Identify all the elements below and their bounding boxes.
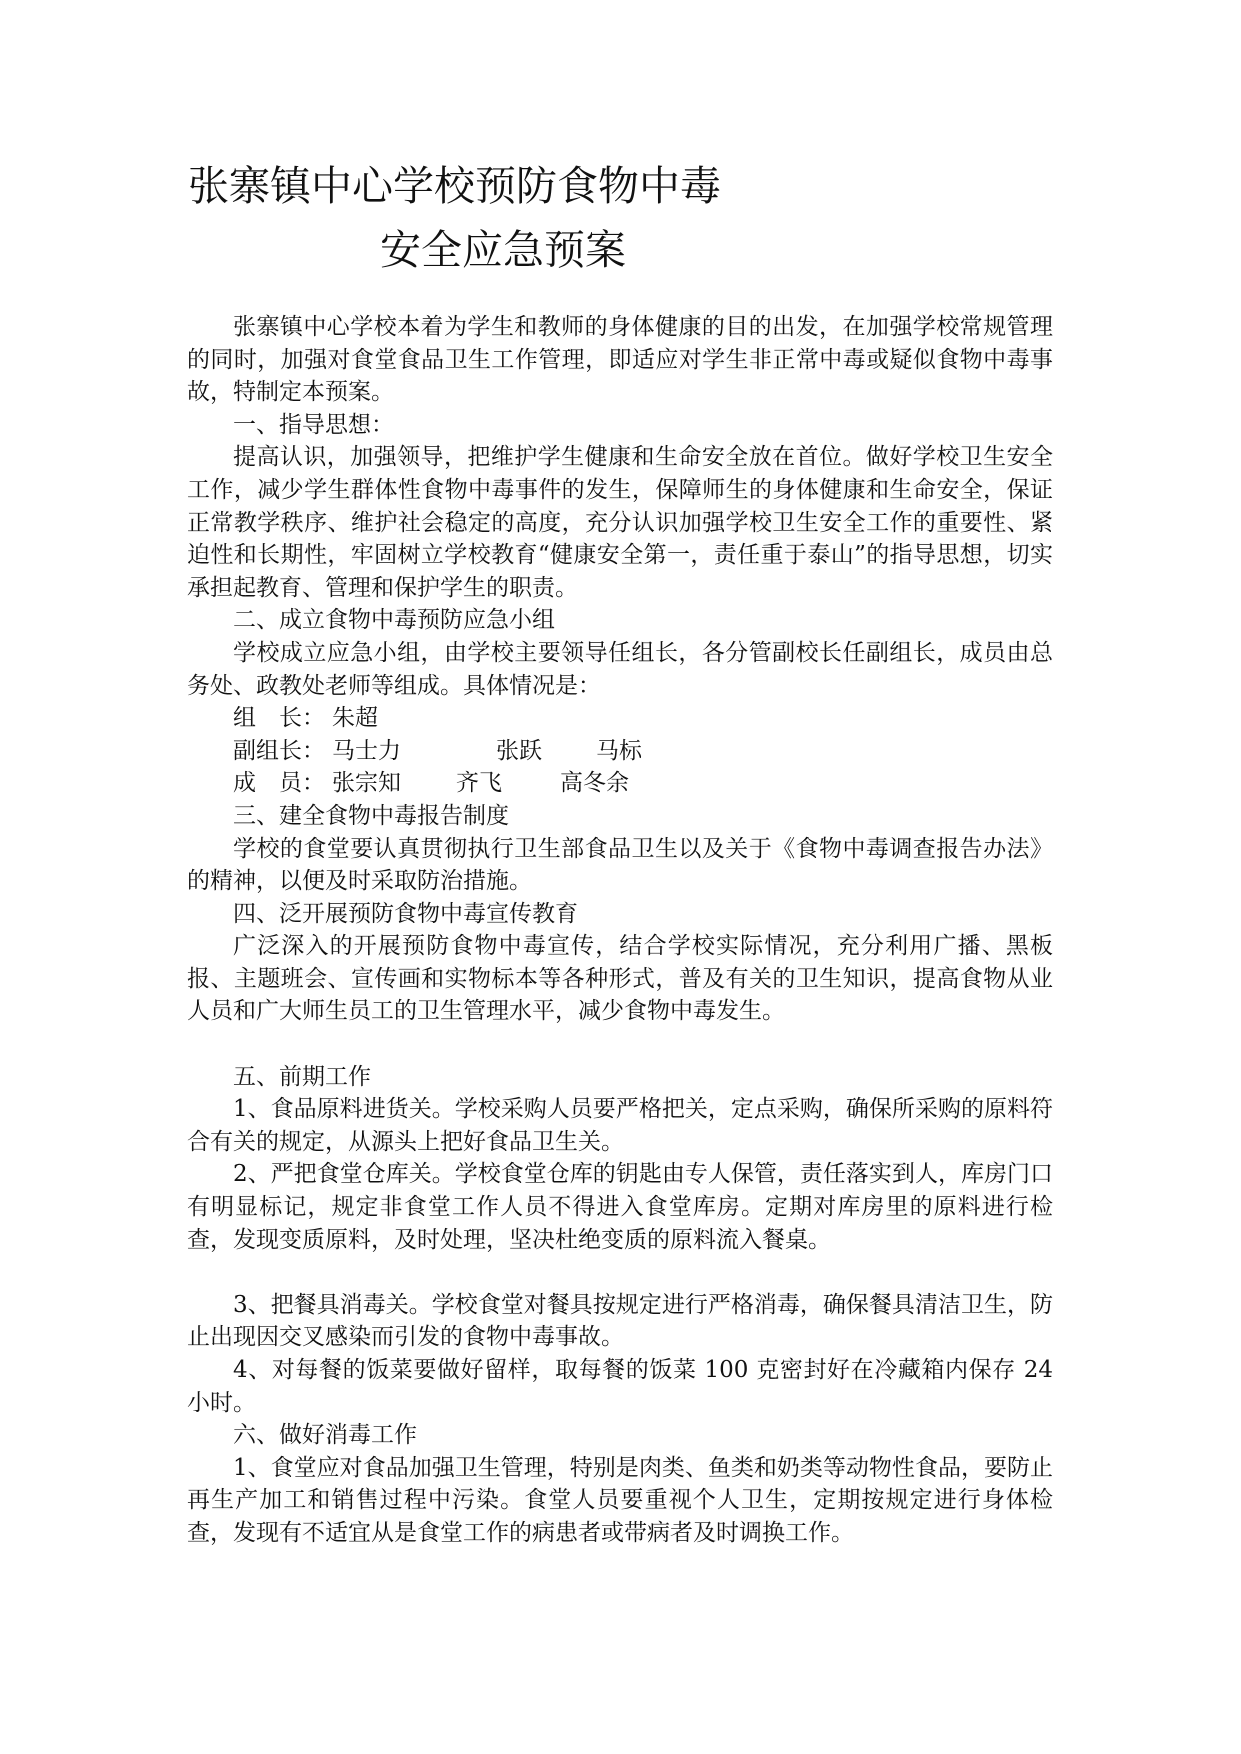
member-name: 张宗知 (332, 770, 401, 797)
leader-name: 朱超 (332, 705, 378, 732)
section-6-item-1: 1、食堂应对食品加强卫生管理，特别是肉类、鱼类和奶类等动物性食品，要防止再生产加工和销售过程中污染。食堂人员要重视个人卫生，定期按规定进行身体检查，发现有不适宜从是食堂工作的病患者或带病者及时调换工作。 (187, 1454, 1053, 1546)
section-heading-3: 三、建全食物中毒报告制度 (233, 802, 509, 829)
member-role: 成 员： (233, 770, 325, 797)
section-heading-5: 五、前期工作 (233, 1063, 371, 1090)
deputy-role: 副组长： (233, 737, 325, 764)
deputy-row (187, 735, 1053, 768)
deputy-name: 张跃 (496, 737, 542, 764)
section-paragraph-2: 学校成立应急小组，由学校主要领导任组长，各分管副校长任副组长，成员由总务处、政教处老师等组成。具体情况是： (187, 639, 1053, 699)
section-5-item-3: 3、把餐具消毒关。学校食堂对餐具按规定进行严格消毒，确保餐具清洁卫生，防止出现因交叉感染而引发的食物中毒事故。 (187, 1291, 1053, 1351)
blank-line (187, 1256, 1053, 1289)
member-name: 高冬余 (560, 770, 629, 797)
section-5-item-2: 2、严把食堂仓库关。学校食堂仓库的钥匙由专人保管，责任落实到人，库房门口有明显标记，规定非食堂工作人员不得进入食堂库房。定期对库房里的原料进行检查，发现变质原料，及时处理，坚决杜绝变质的原料流入餐桌。 (187, 1161, 1053, 1253)
blank-line (187, 1028, 1053, 1061)
intro-paragraph: 张寨镇中心学校本着为学生和教师的身体健康的目的出发，在加强学校常规管理的同时，加强对食堂食品卫生工作管理，即适应对学生非正常中毒或疑似食物中毒事故，特制定本预案。 (187, 314, 1053, 406)
section-paragraph-1: 提高认识，加强领导，把维护学生健康和生命安全放在首位。做好学校卫生安全工作，减少学生群体性食物中毒事件的发生，保障师生的身体健康和生命安全，保证正常教学秩序、维护社会稳定的高度，充分认识加强学校卫生安全工作的重要性、紧迫性和长期性，牢固树立学校教育“健康安全第一，责任重于泰山”的指导思想，切实承担起教育、管理和保护学生的职责。 (187, 444, 1053, 601)
section-paragraph-3: 学校的食堂要认真贯彻执行卫生部食品卫生以及关于《食物中毒调查报告办法》的精神，以便及时采取防治措施。 (187, 835, 1053, 895)
member-row (187, 767, 1053, 800)
leader-row (187, 702, 1053, 735)
document-title-line-1: 张寨镇中心学校预防食物中毒 (188, 162, 721, 210)
section-5-item-4: 4、对每餐的饭菜要做好留样，取每餐的饭菜 100 克密封好在冷藏箱内保存 24 小时。 (187, 1357, 1053, 1416)
leader-role: 组 长： (233, 705, 325, 732)
deputy-name: 马标 (596, 737, 642, 764)
section-heading-1: 一、指导思想： (233, 411, 394, 438)
section-paragraph-4: 广泛深入的开展预防食物中毒宣传，结合学校实际情况，充分利用广播、黑板报、主题班会、宣传画和实物标本等各种形式，普及有关的卫生知识，提高食物从业人员和广大师生员工的卫生管理水平，减少食物中毒发生。 (187, 933, 1053, 1025)
document-title-line-2: 安全应急预案 (380, 226, 626, 274)
section-5-item-1: 1、食品原料进货关。学校采购人员要严格把关，定点采购，确保所采购的原料符合有关的规定，从源头上把好食品卫生关。 (187, 1096, 1053, 1155)
deputy-name: 马士力 (332, 737, 401, 764)
document-body (187, 311, 1053, 1550)
section-heading-6: 六、做好消毒工作 (233, 1422, 417, 1449)
member-name: 齐飞 (456, 770, 502, 797)
section-heading-2: 二、成立食物中毒预防应急小组 (233, 607, 555, 634)
section-heading-4: 四、泛开展预防食物中毒宣传教育 (233, 900, 578, 927)
